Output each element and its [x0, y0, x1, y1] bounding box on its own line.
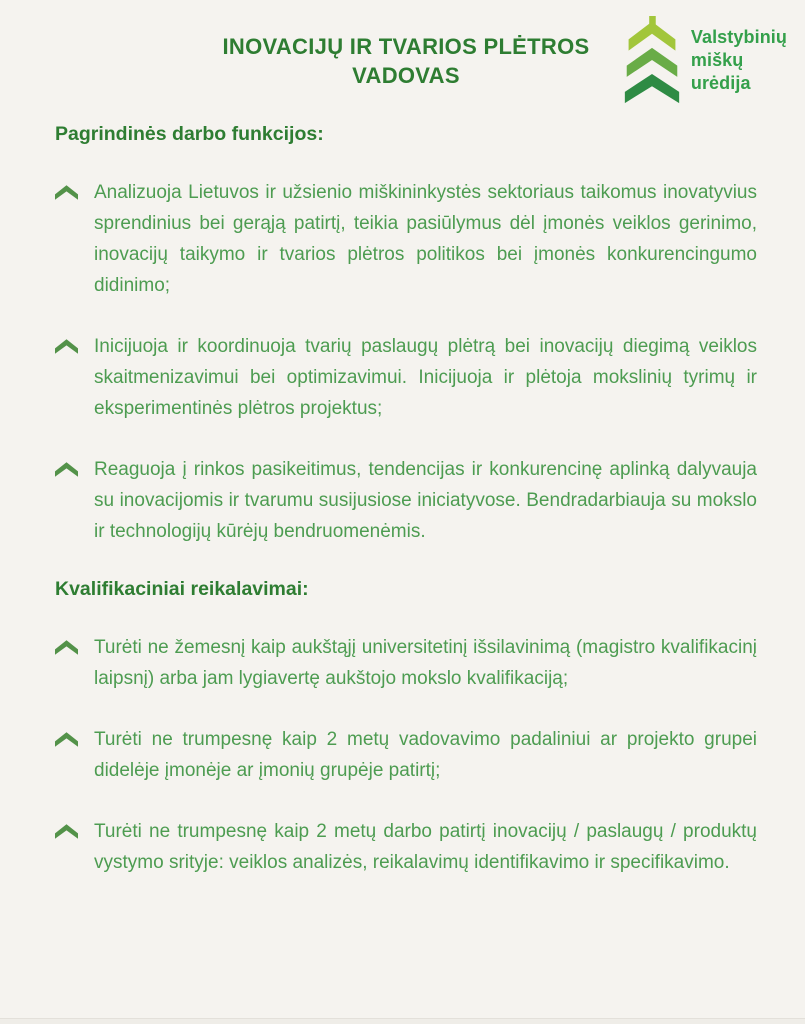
spruce-tree-logo-icon [622, 16, 682, 104]
list-item [55, 177, 757, 301]
list-item [55, 632, 757, 694]
list-item-text: Inicijuoja ir koordinuoja tvarių paslaugų plėtrą bei inovacijų diegimą veiklos skaitmenizavimui bei optimizavimui. Inicijuoja ir plėtoja mokslinių tyrimų ir eksperimentinės plėtros projektus; [94, 336, 757, 419]
list-item-text: Turėti ne trumpesnę kaip 2 metų vadovavimo padaliniui ar projekto grupei didelėje įmonėje ar įmonių grupėje patirtį; [94, 729, 757, 781]
page-bottom-edge [0, 1018, 805, 1024]
tree-chevron-bullet-icon [55, 824, 79, 839]
list-item-text: Reaguoja į rinkos pasikeitimus, tendencijas ir konkurencinę aplinką dalyvauja su inovacijomis ir tvarumu susijusiose iniciatyvose. Bendradarbiauja su mokslo ir technologijų kūrėjų bendruomenėmis. [94, 459, 757, 542]
page-title-line1: INOVACIJŲ IR TVARIOS PLĖTROS [222, 34, 590, 59]
list-item-text: Analizuoja Lietuvos ir užsienio miškininkystės sektoriaus taikomus inovatyvius sprendinius bei gerąją patirtį, teikia pasiūlymus dėl įmonės veiklos gerinimo, inovacijų taikymo ir tvarios plėtros politikos bei įmonės konkurencingumo didinimo; [94, 182, 757, 296]
section-heading-functions: Pagrindinės darbo funkcijos: [55, 123, 324, 145]
list-item [55, 331, 757, 424]
tree-chevron-bullet-icon [55, 462, 79, 477]
list-item-text: Turėti ne trumpesnę kaip 2 metų darbo patirtį inovacijų / paslaugų / produktų vystymo srityje: veiklos analizės, reikalavimų identifikavimo ir specifikavimo. [94, 821, 757, 873]
list-item [55, 816, 757, 878]
requirements-list [55, 632, 757, 878]
tree-chevron-bullet-icon [55, 185, 79, 200]
page-title-line2: VADOVAS [352, 63, 460, 88]
logo-wordmark-line3: urėdija [690, 72, 751, 93]
list-item-text: Turėti ne žemesnį kaip aukštąjį universitetinį išsilavinimą (magistro kvalifikacinį laipsnį) arba jam lygiavertę aukštojo mokslo kvalifikaciją; [94, 637, 757, 689]
list-item [55, 454, 757, 547]
list-item [55, 724, 757, 786]
logo-wordmark-line1: Valstybinių [690, 26, 787, 47]
functions-list [55, 177, 757, 547]
logo-wordmark [691, 26, 787, 95]
section-heading-requirements: Kvalifikaciniai reikalavimai: [55, 578, 309, 600]
tree-chevron-bullet-icon [55, 339, 79, 354]
logo [622, 16, 787, 104]
tree-chevron-bullet-icon [55, 732, 79, 747]
tree-chevron-bullet-icon [55, 640, 79, 655]
logo-wordmark-line2: miškų [690, 49, 744, 70]
